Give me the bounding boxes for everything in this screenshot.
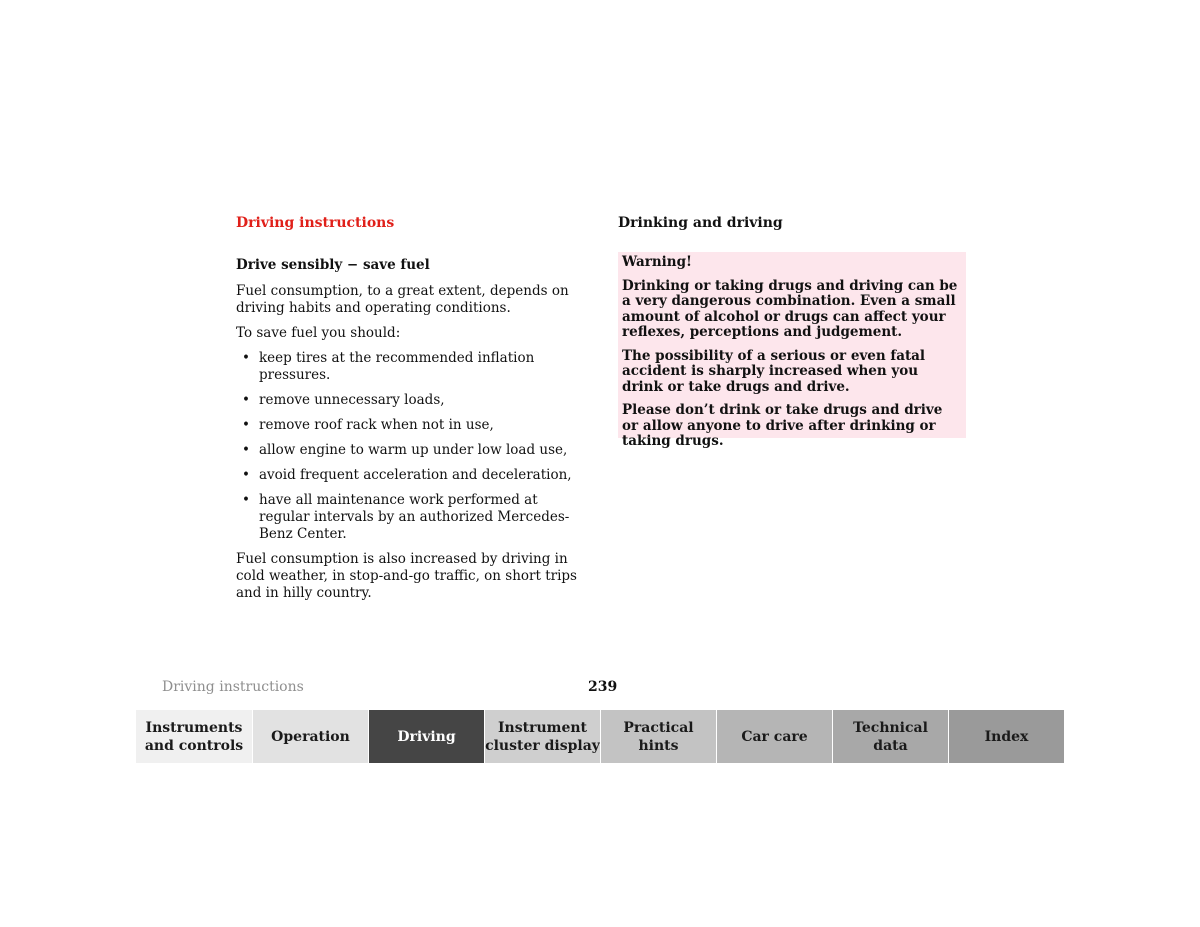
tab-label: and controls bbox=[144, 737, 244, 754]
drinking-title: Drinking and driving bbox=[618, 215, 783, 231]
tab-instruments-and-controls[interactable] bbox=[136, 710, 252, 763]
tab-label: Technical bbox=[853, 719, 928, 736]
tab-practical-hints[interactable] bbox=[600, 710, 716, 763]
list-item-text: keep tires at the recommended inflation pressures. bbox=[259, 350, 535, 383]
tab-instrument-cluster-display[interactable] bbox=[484, 710, 600, 763]
fuel-section bbox=[236, 257, 592, 610]
section-title: Driving instructions bbox=[236, 215, 395, 231]
warning-paragraph: Drinking or taking drugs and driving can be a very dangerous combination. Even a small amount of alcohol or drugs can affect your reflexes, perceptions and judgement. bbox=[622, 277, 958, 340]
tab-car-care[interactable] bbox=[716, 710, 832, 763]
bullet-icon: • bbox=[242, 417, 250, 433]
tab-label: Instrument bbox=[498, 719, 587, 736]
list-item bbox=[236, 467, 592, 484]
bullet-icon: • bbox=[242, 392, 250, 408]
warning-paragraph: Please don’t drink or take drugs and drive or allow anyone to drive after drinking or taking drugs. bbox=[622, 402, 943, 449]
tab-label: data bbox=[873, 737, 908, 754]
fuel-heading: Drive sensibly − save fuel bbox=[236, 257, 430, 273]
tab-driving[interactable] bbox=[368, 710, 484, 763]
list-item-text: avoid frequent acceleration and deceleration, bbox=[259, 467, 572, 483]
tab-label: Practical hints bbox=[623, 719, 694, 754]
bullet-icon: • bbox=[242, 442, 250, 458]
list-item-text: have all maintenance work performed at regular intervals by an authorized Mercedes-Benz Center. bbox=[259, 492, 570, 542]
page-number: 239 bbox=[588, 679, 618, 695]
list-item bbox=[236, 350, 592, 384]
list-item-text: allow engine to warm up under low load use, bbox=[259, 442, 568, 458]
fuel-tips-list bbox=[236, 350, 592, 543]
footer-section-title: Driving instructions bbox=[162, 679, 304, 695]
warning-paragraph: The possibility of a serious or even fatal accident is sharply increased when you drink or take drugs and drive. bbox=[622, 347, 926, 395]
list-item-text: remove roof rack when not in use, bbox=[259, 417, 494, 433]
bullet-icon: • bbox=[242, 350, 250, 366]
tab-technical-data[interactable] bbox=[832, 710, 948, 763]
fuel-intro: Fuel consumption, to a great extent, depends on driving habits and operating conditions. bbox=[236, 283, 569, 316]
list-item bbox=[236, 417, 592, 434]
warning-box bbox=[618, 252, 966, 449]
list-item-text: remove unnecessary loads, bbox=[259, 392, 445, 408]
fuel-closing: Fuel consumption is also increased by driving in cold weather, in stop-and-go traffic, on short trips and in hilly country. bbox=[236, 551, 577, 601]
tab-operation[interactable] bbox=[252, 710, 368, 763]
tab-index[interactable] bbox=[948, 710, 1064, 763]
list-item bbox=[236, 492, 592, 543]
warning-label: Warning! bbox=[622, 254, 692, 270]
list-item bbox=[236, 442, 592, 459]
tab-label: Index bbox=[984, 728, 1029, 745]
tab-label: Car care bbox=[741, 728, 808, 745]
bullet-icon: • bbox=[242, 467, 250, 483]
chapter-nav bbox=[136, 710, 1065, 763]
list-item bbox=[236, 392, 592, 409]
tab-label: Operation bbox=[271, 728, 350, 745]
fuel-lead: To save fuel you should: bbox=[236, 325, 401, 341]
tab-label: Driving bbox=[397, 728, 456, 745]
tab-label: Instruments bbox=[145, 719, 243, 736]
bullet-icon: • bbox=[242, 492, 250, 508]
tab-label: cluster display bbox=[485, 737, 600, 754]
